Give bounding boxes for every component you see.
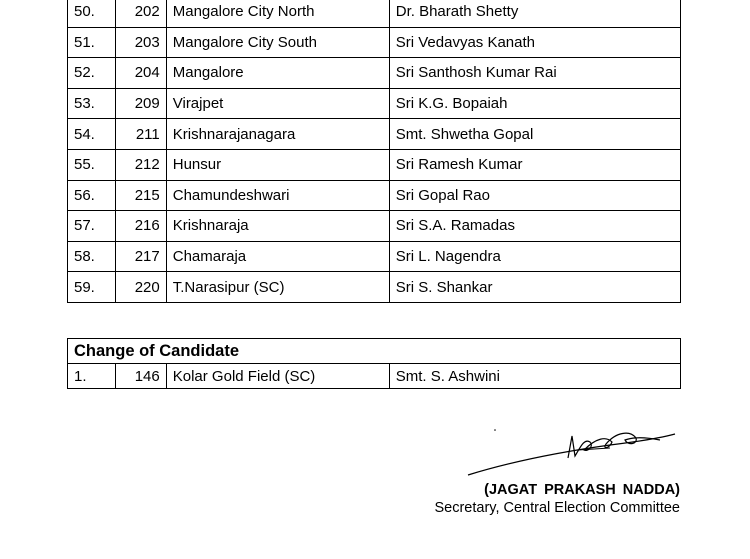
table-row xyxy=(68,149,681,180)
candidate-list-body xyxy=(68,0,681,302)
constituency-name: Mangalore xyxy=(166,58,389,89)
constituency-number: 209 xyxy=(115,88,166,119)
table-row xyxy=(68,27,681,58)
constituency-name: Virajpet xyxy=(166,88,389,119)
candidate-name: Sri Vedavyas Kanath xyxy=(389,27,680,58)
constituency-name: T.Narasipur (SC) xyxy=(166,272,389,303)
candidate-name: Sri Gopal Rao xyxy=(389,180,680,211)
change-of-candidate-table xyxy=(67,338,681,389)
constituency-name: Chamaraja xyxy=(166,241,389,272)
constituency-number: 220 xyxy=(115,272,166,303)
constituency-number: 202 xyxy=(115,0,166,27)
serial-number: 51. xyxy=(68,27,116,58)
constituency-number: 204 xyxy=(115,58,166,89)
serial-number: 1. xyxy=(68,364,116,389)
candidate-name: Sri Ramesh Kumar xyxy=(389,149,680,180)
serial-number: 58. xyxy=(68,241,116,272)
table-row xyxy=(68,241,681,272)
table-row xyxy=(68,88,681,119)
change-of-candidate-heading: Change of Candidate xyxy=(68,339,681,364)
serial-number: 56. xyxy=(68,180,116,211)
signer-title: Secretary, Central Election Committee xyxy=(434,500,680,516)
candidate-name: Sri Santhosh Kumar Rai xyxy=(389,58,680,89)
constituency-number: 211 xyxy=(115,119,166,150)
candidate-name: Sri S.A. Ramadas xyxy=(389,211,680,242)
table-row xyxy=(68,119,681,150)
constituency-name: Krishnarajanagara xyxy=(166,119,389,150)
constituency-number: 217 xyxy=(115,241,166,272)
table-row xyxy=(68,0,681,27)
table-row xyxy=(68,272,681,303)
serial-number: 55. xyxy=(68,149,116,180)
table-row xyxy=(68,180,681,211)
candidate-name: Smt. S. Ashwini xyxy=(389,364,680,389)
candidate-name: Dr. Bharath Shetty xyxy=(389,0,680,27)
constituency-number: 203 xyxy=(115,27,166,58)
serial-number: 57. xyxy=(68,211,116,242)
constituency-name: Hunsur xyxy=(166,149,389,180)
candidate-name: Sri L. Nagendra xyxy=(389,241,680,272)
serial-number: 59. xyxy=(68,272,116,303)
constituency-name: Mangalore City South xyxy=(166,27,389,58)
candidate-name: Smt. Shwetha Gopal xyxy=(389,119,680,150)
serial-number: 50. xyxy=(68,0,116,27)
constituency-number: 146 xyxy=(115,364,166,389)
signer-name: (JAGAT PRAKASH NADDA) xyxy=(484,482,680,498)
table-row xyxy=(68,364,681,389)
table-row xyxy=(68,211,681,242)
serial-number: 54. xyxy=(68,119,116,150)
serial-number: 52. xyxy=(68,58,116,89)
constituency-number: 215 xyxy=(115,180,166,211)
table-row xyxy=(68,58,681,89)
serial-number: 53. xyxy=(68,88,116,119)
signature-image xyxy=(460,420,680,480)
constituency-name: Kolar Gold Field (SC) xyxy=(166,364,389,389)
candidate-name: Sri S. Shankar xyxy=(389,272,680,303)
constituency-name: Mangalore City North xyxy=(166,0,389,27)
candidate-list-table xyxy=(67,0,681,303)
candidate-name: Sri K.G. Bopaiah xyxy=(389,88,680,119)
constituency-number: 216 xyxy=(115,211,166,242)
change-header-row xyxy=(68,339,681,364)
constituency-name: Krishnaraja xyxy=(166,211,389,242)
constituency-number: 212 xyxy=(115,149,166,180)
constituency-name: Chamundeshwari xyxy=(166,180,389,211)
